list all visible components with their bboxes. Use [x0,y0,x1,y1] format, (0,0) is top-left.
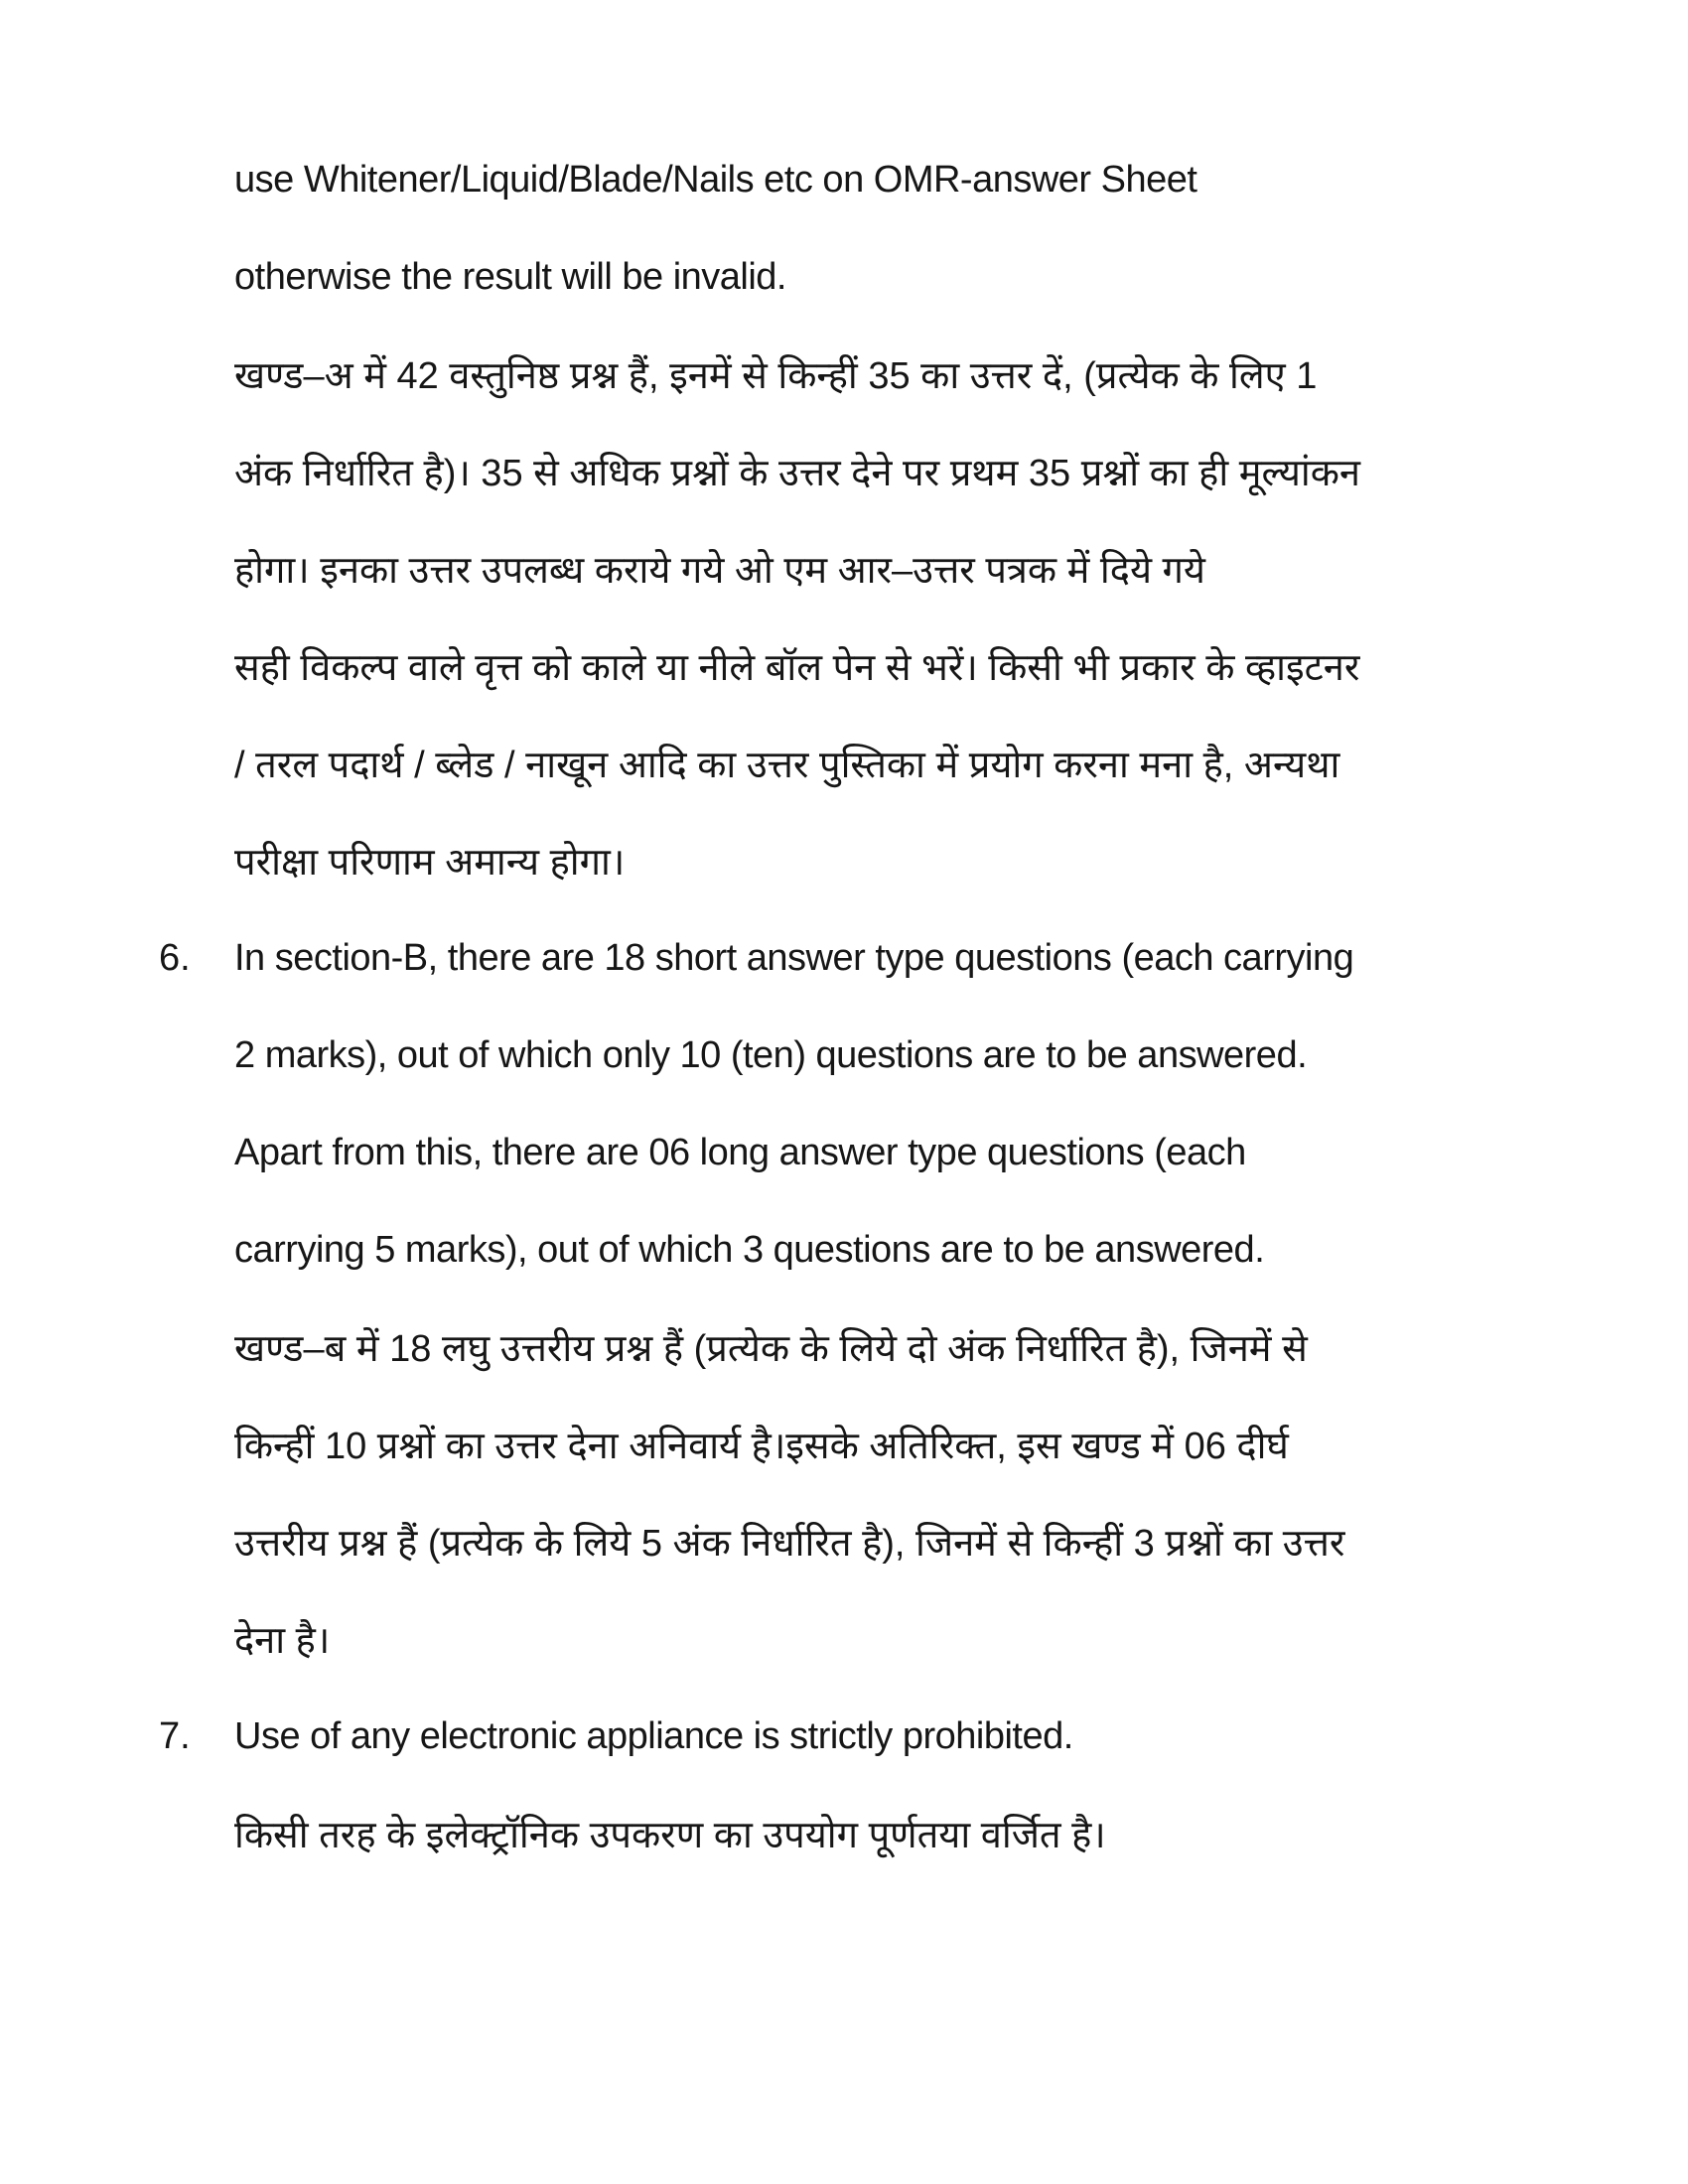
instruction-item-7 [159,1688,1589,1882]
instruction-line-english: 2 marks), out of which only 10 (ten) questions are to be answered. [234,1033,1308,1076]
instruction-item-6 [159,909,1589,1688]
instruction-line-hindi: / तरल पदार्थ / ब्लेड / नाखून आदि का उत्तर पुस्तिका में प्रयोग करना मना है, अन्यथा [234,745,1340,786]
instruction-line-english: otherwise the result will be invalid. [234,255,786,298]
item-7-number: 7. [159,1714,191,1757]
item-6-number: 6. [159,936,191,979]
instruction-line-hindi: खण्ड–अ में 42 वस्तुनिष्ठ प्रश्न हैं, इनमें से किन्हीं 35 का उत्तर दें, (प्रत्येक के लिए 1 [234,355,1318,397]
instruction-line-hindi: खण्ड–ब में 18 लघु उत्तरीय प्रश्न हैं (प्रत्येक के लिये दो अंक निर्धारित है), जिनमें से [234,1328,1308,1370]
instruction-line-hindi: अंक निर्धारित है)। 35 से अधिक प्रश्नों के उत्तर देने पर प्रथम 35 प्रश्नों का ही मूल्यांकन [234,453,1360,494]
instruction-line-hindi: उत्तरीय प्रश्न हैं (प्रत्येक के लिये 5 अंक निर्धारित है), जिनमें से किन्हीं 3 प्रश्नों का उत्तर [234,1523,1345,1565]
instruction-line-english: Apart from this, there are 06 long answer type questions (each [234,1131,1246,1173]
instruction-item-5-continuation [234,131,1589,909]
instruction-line-hindi: किसी तरह के इलेक्ट्रॉनिक उपकरण का उपयोग पूर्णतया वर्जित है। [234,1815,1106,1856]
instruction-line-hindi: सही विकल्प वाले वृत्त को काले या नीले बॉल पेन से भरें। किसी भी प्रकार के व्हाइटनर [234,647,1360,689]
instruction-line-hindi: परीक्षा परिणाम अमान्य होगा। [234,842,626,884]
instruction-line-hindi: होगा। इनका उत्तर उपलब्ध कराये गये ओ एम आर–उत्तर पत्रक में दिये गये [234,550,1205,592]
instruction-line-hindi: देना है। [234,1620,331,1662]
instruction-line-english: carrying 5 marks), out of which 3 questions are to be answered. [234,1228,1265,1271]
instruction-line-english: In section-B, there are 18 short answer type questions (each carrying [234,936,1354,979]
instruction-line-english: Use of any electronic appliance is strictly prohibited. [234,1714,1073,1757]
instruction-line-english: use Whitener/Liquid/Blade/Nails etc on OMR-answer Sheet [234,158,1197,201]
instruction-line-hindi: किन्हीं 10 प्रश्नों का उत्तर देना अनिवार्य है।इसके अतिरिक्त, इस खण्ड में 06 दीर्घ [234,1426,1289,1467]
